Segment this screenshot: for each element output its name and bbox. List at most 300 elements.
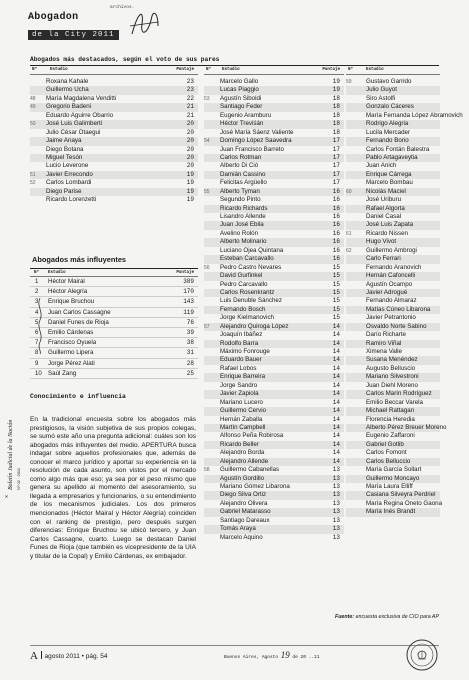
list-item xyxy=(204,483,344,491)
list-item xyxy=(204,255,344,263)
lawyer-name: Lucio Leverone xyxy=(46,162,89,170)
lawyer-name: Ramiro Viñal xyxy=(366,339,402,347)
points-value: 20 xyxy=(186,145,194,153)
lawyer-name: Tomás Araya xyxy=(220,525,256,533)
points-value: 17 xyxy=(332,170,340,178)
lawyer-name: Eugenio Aramburu xyxy=(220,111,272,119)
points-value: 19 xyxy=(332,78,340,85)
points-value: 20 xyxy=(186,120,194,128)
points-value: 14 xyxy=(332,356,340,364)
list-item xyxy=(346,188,440,196)
table-row xyxy=(30,338,198,348)
col-rank-header: Nº xyxy=(34,271,40,275)
points-value: 18 xyxy=(332,111,340,119)
points-value: 14 xyxy=(332,390,340,398)
list-item xyxy=(204,390,344,398)
list-item xyxy=(204,196,344,204)
lawyer-name: Rodrigo Alegria xyxy=(366,120,409,128)
lawyer-name: María Regina Oneto Gaona xyxy=(366,499,443,507)
list-item xyxy=(30,120,198,128)
list-item xyxy=(346,196,440,204)
points-value: 31 xyxy=(186,349,194,357)
lawyer-name: Casiana Silveyra Perdriel xyxy=(366,491,436,499)
points-value: 14 xyxy=(332,398,340,406)
list-item xyxy=(204,432,344,440)
lawyer-name: Esteban Carcavallo xyxy=(220,255,274,263)
rank-number: 2 xyxy=(35,289,39,296)
lawyer-name: Mariano Silvestroni xyxy=(366,373,419,381)
points-value: 15 xyxy=(332,314,340,322)
points-value: 14 xyxy=(332,432,340,440)
lawyer-name: Rafael Lobos xyxy=(220,364,257,372)
lawyer-name: Carlos Rosenkrantz xyxy=(220,288,275,296)
list-item xyxy=(204,441,344,449)
lawyer-name: Jorge Kielmanovich xyxy=(220,314,274,322)
list-item xyxy=(346,382,440,390)
seal-stamp-icon xyxy=(405,638,439,672)
list-item xyxy=(204,129,344,137)
list-item xyxy=(204,525,344,533)
lawyer-name: Luis Denuble Sánchez xyxy=(220,297,282,305)
list-item xyxy=(346,466,440,474)
lawyer-name: Ricardo Lorenzetti xyxy=(46,196,97,204)
points-value: 19 xyxy=(332,86,340,94)
list-item xyxy=(346,432,440,440)
list-item xyxy=(30,78,198,86)
rank-number: 58 xyxy=(204,467,210,474)
ranking-list-2 xyxy=(204,78,344,542)
lawyer-name: Ximena Valle xyxy=(366,348,402,355)
points-value: 13 xyxy=(332,474,340,482)
list-item xyxy=(346,205,440,213)
vertical-margin-text xyxy=(6,320,22,500)
lawyer-name: Héctor Treviśán xyxy=(220,120,264,128)
lawyer-name: Enrique Bruchou xyxy=(48,298,95,306)
list-item xyxy=(204,466,344,474)
points-value: 14 xyxy=(332,407,340,415)
lawyer-name: Diego Parise xyxy=(46,187,82,195)
list-item xyxy=(204,78,344,86)
lawyer-name: Alejandro Olivera xyxy=(220,499,268,507)
handwritten-margin-note-icon xyxy=(34,296,46,356)
lawyer-name: Diego Botana xyxy=(46,145,84,153)
table-row xyxy=(30,297,198,307)
list-item xyxy=(204,356,344,364)
list-item xyxy=(346,314,440,322)
table-row xyxy=(30,308,198,318)
list-item xyxy=(204,508,344,516)
list-item xyxy=(346,264,440,272)
source-text: encuesta exclusiva de CIO para AP xyxy=(355,614,439,620)
footer-separator xyxy=(41,651,42,659)
points-value: 18 xyxy=(332,103,340,111)
points-value: 16 xyxy=(332,213,340,220)
points-value: 20 xyxy=(186,153,194,161)
list-item xyxy=(346,407,440,415)
lawyer-name: María Magdalena Venditti xyxy=(46,94,117,102)
lawyer-name: Miguel Tesón xyxy=(46,153,83,161)
lawyer-name: Marcelo Gallo xyxy=(220,78,259,85)
list-item xyxy=(346,247,440,255)
lawyer-name: Jorge Pérez Alati xyxy=(48,359,95,367)
lawyer-name: Alberto Tyman xyxy=(220,187,260,195)
list-item xyxy=(204,424,344,432)
rank-number: 10 xyxy=(35,370,42,377)
source-label: Fuente: xyxy=(334,614,355,620)
list-item xyxy=(204,348,344,356)
points-value: 14 xyxy=(332,339,340,347)
lawyer-name: Eduardo Bauer xyxy=(220,356,262,364)
list-item xyxy=(346,120,440,128)
lawyer-name: Francisco Oyuela xyxy=(48,339,97,347)
lawyer-name: Jorge Sandro xyxy=(220,381,258,389)
column-header-1 xyxy=(30,68,198,75)
lawyer-name: Carlos Marín Rodríguez xyxy=(366,390,432,398)
lawyer-name: Marcelo Bombau xyxy=(366,179,413,187)
influential-lawyers-table xyxy=(30,252,198,379)
list-item xyxy=(204,382,344,390)
rank-number: 6 xyxy=(35,329,39,336)
rank-number: 56 xyxy=(204,264,210,271)
rank-number: 5 xyxy=(35,319,39,326)
list-item xyxy=(346,221,440,229)
lawyer-name: José María Sáenz Valiente xyxy=(220,128,294,136)
stamp-day: 19 xyxy=(280,650,290,660)
page-number: • pág. 54 xyxy=(81,653,108,660)
col-points-header: Puntaje xyxy=(176,271,194,275)
list-item xyxy=(346,146,440,154)
list-item xyxy=(30,95,198,103)
list-item xyxy=(30,129,198,137)
col-name-header: Estudio xyxy=(48,271,66,275)
points-value: 28 xyxy=(186,359,194,367)
list-item xyxy=(346,238,440,246)
lawyer-name: Alejandro Borda xyxy=(220,449,265,457)
rank-number: 60 xyxy=(346,188,352,195)
lawyer-name: Santiago Feder xyxy=(220,103,263,111)
list-item xyxy=(204,205,344,213)
header-rule xyxy=(30,65,439,66)
list-item xyxy=(346,137,440,145)
list-item xyxy=(346,154,440,162)
lawyer-name: Rodolfo Barra xyxy=(220,339,259,347)
points-value: 19 xyxy=(186,179,194,187)
lawyer-name: Guillermo Lipera xyxy=(48,349,94,357)
col-rank-header: Nº xyxy=(32,68,38,72)
list-item xyxy=(204,171,344,179)
list-item xyxy=(346,171,440,179)
points-value: 14 xyxy=(332,322,340,330)
points-value: 14 xyxy=(332,449,340,457)
lawyer-name: Augusto Belluscio xyxy=(366,364,416,372)
list-item xyxy=(30,162,198,170)
influential-column-header xyxy=(30,269,198,277)
points-value: 14 xyxy=(332,440,340,448)
lawyer-name: Javier Errecondo xyxy=(46,170,93,178)
points-value: 119 xyxy=(183,308,194,316)
footer-rule xyxy=(30,645,439,646)
lawyer-name: Osvaldo Norte Sabino xyxy=(366,322,427,330)
rank-number: 53 xyxy=(204,95,210,102)
lawyer-name: Saúl Zang xyxy=(48,369,77,377)
lawyer-name: Hugo Vivot xyxy=(366,238,397,246)
col-rank-header: Nº xyxy=(348,68,354,72)
rank-number: 9 xyxy=(35,360,39,367)
lawyer-name: Mariano Lucero xyxy=(220,398,263,406)
list-item xyxy=(204,306,344,314)
lawyer-name: Carlos Belluccio xyxy=(366,457,411,465)
lawyer-name: Carlos Lombardi xyxy=(46,179,92,187)
lawyer-name: Guillermo Cervio xyxy=(220,407,267,415)
col-name-header: Estudio xyxy=(50,68,68,72)
list-item xyxy=(204,500,344,508)
column-header-3 xyxy=(346,68,440,75)
stamp-suffix: de 20 ..11 xyxy=(292,655,320,660)
lawyer-name: José Uriburu xyxy=(366,196,402,204)
rank-number: 3 xyxy=(35,299,39,306)
points-value: 22 xyxy=(186,94,194,102)
list-item xyxy=(346,399,440,407)
list-item xyxy=(204,264,344,272)
lawyer-name: Agustín Ocampo xyxy=(366,280,413,288)
points-value: 19 xyxy=(186,187,194,195)
lawyer-name: Hernán Zaballa xyxy=(220,415,263,423)
rank-number: 8 xyxy=(35,350,39,357)
list-item xyxy=(346,111,463,120)
points-value: 15 xyxy=(332,297,340,305)
col-name-header: Estudio xyxy=(366,68,384,72)
points-value: 20 xyxy=(186,162,194,170)
list-item xyxy=(204,154,344,162)
list-item xyxy=(204,314,344,322)
table-row xyxy=(30,359,198,369)
rank-number: 4 xyxy=(35,309,39,316)
list-item xyxy=(204,221,344,229)
list-item xyxy=(204,331,344,339)
points-value: 16 xyxy=(332,246,340,254)
list-item xyxy=(204,407,344,415)
lawyer-name: Jaime Anaya xyxy=(46,137,82,145)
list-item xyxy=(30,154,198,162)
lawyer-name: Domingo López Saavedra xyxy=(220,137,292,145)
points-value: 25 xyxy=(186,369,194,377)
list-item xyxy=(204,247,344,255)
date-stamp xyxy=(224,650,319,660)
list-item xyxy=(204,323,344,331)
lawyer-name: Carlos Fomont xyxy=(366,449,407,457)
list-item xyxy=(204,399,344,407)
list-item xyxy=(346,491,440,499)
table-row xyxy=(30,318,198,328)
list-item xyxy=(204,289,344,297)
lawyer-name: Matías Cúneo Libarona xyxy=(366,305,431,313)
list-item xyxy=(204,416,344,424)
points-value: 19 xyxy=(186,170,194,178)
list-item xyxy=(346,272,440,280)
points-value: 14 xyxy=(332,457,340,465)
lawyer-name: Hernán Cafoncelli xyxy=(366,272,416,280)
points-value: 14 xyxy=(332,348,340,355)
list-item xyxy=(204,297,344,305)
points-value: 16 xyxy=(332,221,340,229)
list-item xyxy=(30,196,198,204)
lawyer-name: Darío Richarte xyxy=(366,331,406,339)
list-item xyxy=(204,103,344,111)
rank-number: 52 xyxy=(30,180,36,187)
points-value: 13 xyxy=(332,525,340,533)
lawyer-name: Juan José Ebila xyxy=(220,221,264,229)
lawyer-name: José Luis Zapata xyxy=(366,221,414,229)
points-value: 19 xyxy=(186,196,194,204)
list-item xyxy=(204,230,344,238)
col-name-header: Estudio xyxy=(222,68,240,72)
lawyer-name: Gustavo Garrido xyxy=(366,78,412,85)
points-value: 20 xyxy=(186,128,194,136)
lawyer-name: Héctor Alegría xyxy=(48,288,88,296)
points-value: 18 xyxy=(332,120,340,128)
list-item xyxy=(346,289,440,297)
list-item xyxy=(346,508,440,516)
list-item xyxy=(346,129,440,137)
list-item xyxy=(346,423,447,432)
lawyer-name: Eduardo Aguirre Obarrio xyxy=(46,111,114,119)
lawyer-name: Joaquín Ibáñez xyxy=(220,331,263,339)
list-item xyxy=(346,323,440,331)
points-value: 16 xyxy=(332,229,340,237)
lawyer-name: María Laura Elliff xyxy=(366,483,413,490)
ranking-list-3 xyxy=(346,78,463,517)
lawyer-name: Susana Menéndez xyxy=(366,356,418,364)
lawyer-name: Javier Zapiola xyxy=(220,390,259,398)
lawyer-name: Eugenio Zaffaroni xyxy=(366,432,415,440)
rank-number: 54 xyxy=(204,138,210,145)
col-points-header: Puntaje xyxy=(322,68,340,72)
points-value: 16 xyxy=(332,187,340,195)
lawyer-name: Alberto Pérez Breuer Moreno xyxy=(366,423,447,431)
lawyer-name: Carlos Fontán Balestra xyxy=(366,145,430,153)
rank-number: 50 xyxy=(30,121,36,128)
list-item xyxy=(346,449,440,457)
archive-label: archivos. xyxy=(110,5,135,10)
lawyer-name: Pedro Carcavallo xyxy=(220,280,268,288)
list-item xyxy=(204,373,344,381)
lawyer-name: Héctor Mairal xyxy=(48,278,85,285)
lawyer-name: María Fernanda López Abramovich xyxy=(366,111,463,119)
points-value: 15 xyxy=(332,280,340,288)
stamp-prefix: Buenos Aires, xyxy=(224,655,260,660)
article-heading: Conocimiento e influencia xyxy=(30,393,126,400)
lawyer-name: Julio Guyot xyxy=(366,86,397,94)
list-item xyxy=(204,179,344,187)
points-value: 14 xyxy=(332,381,340,389)
stamp-month: Agosto xyxy=(261,655,279,660)
list-item xyxy=(204,146,344,154)
points-value: 76 xyxy=(186,318,194,326)
lawyer-name: Fernando Aranovich xyxy=(366,263,422,271)
lawyer-name: Juan Diehl Moreno xyxy=(366,381,418,389)
lawyer-name: Javier Petrantonio xyxy=(366,314,416,322)
lawyer-name: Guillermo Ucha xyxy=(46,86,89,94)
points-value: 18 xyxy=(332,128,340,136)
list-item xyxy=(30,137,198,145)
lawyer-name: Fernando Almaraz xyxy=(366,297,417,305)
list-item xyxy=(204,365,344,373)
margin-mark: X xyxy=(4,494,9,498)
lawyer-name: Ricardo Beller xyxy=(220,440,259,448)
handwritten-signature-icon xyxy=(128,6,162,42)
lawyer-name: Emilio Beccar Varela xyxy=(366,398,423,406)
table-row xyxy=(30,348,198,358)
section-title: Abogadon xyxy=(28,12,79,23)
points-value: 17 xyxy=(332,145,340,153)
rank-number: 7 xyxy=(35,340,39,347)
list-item xyxy=(346,103,440,111)
points-value: 38 xyxy=(186,339,194,347)
ranking-list-1 xyxy=(30,78,198,205)
rank-number: 61 xyxy=(346,230,352,237)
points-value: 14 xyxy=(332,364,340,372)
points-value: 13 xyxy=(332,499,340,507)
list-item xyxy=(30,179,198,187)
list-item xyxy=(346,416,440,424)
lawyer-name: María García Sollart xyxy=(366,466,422,474)
points-value: 17 xyxy=(332,179,340,187)
col-points-header: Puntaje xyxy=(176,68,194,72)
lawyer-name: Emilio Cárdenas xyxy=(48,328,94,336)
lawyer-name: Luciano Ojea Quintana xyxy=(220,246,284,254)
rank-number: 48 xyxy=(30,95,36,102)
lawyer-name: Guillermo Moncayo xyxy=(366,474,420,482)
lawyer-name: Enrique Barreira xyxy=(220,373,266,381)
lawyer-name: Javier Adrogué xyxy=(366,288,408,296)
influential-rows xyxy=(30,277,198,379)
lawyer-name: Marcelo Aquino xyxy=(220,533,263,541)
points-value: 13 xyxy=(332,491,340,499)
list-item xyxy=(346,297,440,305)
list-item xyxy=(346,230,440,238)
list-item xyxy=(204,458,344,466)
points-value: 389 xyxy=(183,278,194,285)
list-item xyxy=(30,188,198,196)
lawyer-name: Carlo Ferrari xyxy=(366,255,401,263)
points-value: 21 xyxy=(186,103,194,111)
list-item xyxy=(346,179,440,187)
lawyer-name: Siro Astolfi xyxy=(366,94,396,102)
lawyer-name: Alfonso Peña Robirosa xyxy=(220,432,284,440)
points-value: 21 xyxy=(186,111,194,119)
list-item xyxy=(346,390,440,398)
list-item xyxy=(346,365,440,373)
lawyer-name: Martín Campbell xyxy=(220,423,266,431)
article-body: En la tradicional encuesta sobre los abogados más prestigiosos, la visión subjetiva de sus propios colegas, se sumó este año una pregunta adicional: cuáles son los abogados más influyentes del medio. APERTURA busca indagar sobre aquellos profesionales que, además de conocer el marco jurídico y aportar su experiencia en la resolución de cada asunto, son vistos por el mercado como algo más que eso; ya sea por el peso mismo que genera su apellido al momento del asesoramiento, su llegada a empresarios y funcionarios, o su entendimiento de los mecanismos judiciales. Los dos primeros mencionados (Héctor Mairal y Héctor Alegría) coinciden con el ranking de prestigio, pero después surgen diferencias: Enrique Bruchou se ubicó tercero, y Juan Carlos Cassagne, cuarto. Luego se destacan Daniel Funes de Rioja (que también es vicepresidente de la UIA y titular de la Copal) y Emilio Cárdenas, ex embajador. xyxy=(30,416,196,560)
list-item xyxy=(204,475,344,483)
lawyer-name: Michael Rattagan xyxy=(366,407,415,415)
list-item xyxy=(204,95,344,103)
points-value: 18 xyxy=(332,94,340,102)
list-item xyxy=(346,441,440,449)
lawyer-name: Carlos Rotman xyxy=(220,153,262,161)
rank-number: 51 xyxy=(30,171,36,178)
list-item xyxy=(346,499,443,508)
points-value: 17 xyxy=(332,137,340,145)
points-value: 16 xyxy=(332,204,340,212)
list-item xyxy=(346,340,440,348)
lawyer-name: Alejandro Allende xyxy=(220,457,269,465)
lawyer-name: David Gurfinkel xyxy=(220,272,263,280)
table-row xyxy=(30,328,198,338)
lawyer-name: Fernando Borio xyxy=(366,137,409,145)
lawyer-name: Agustín Gordillo xyxy=(220,474,265,482)
